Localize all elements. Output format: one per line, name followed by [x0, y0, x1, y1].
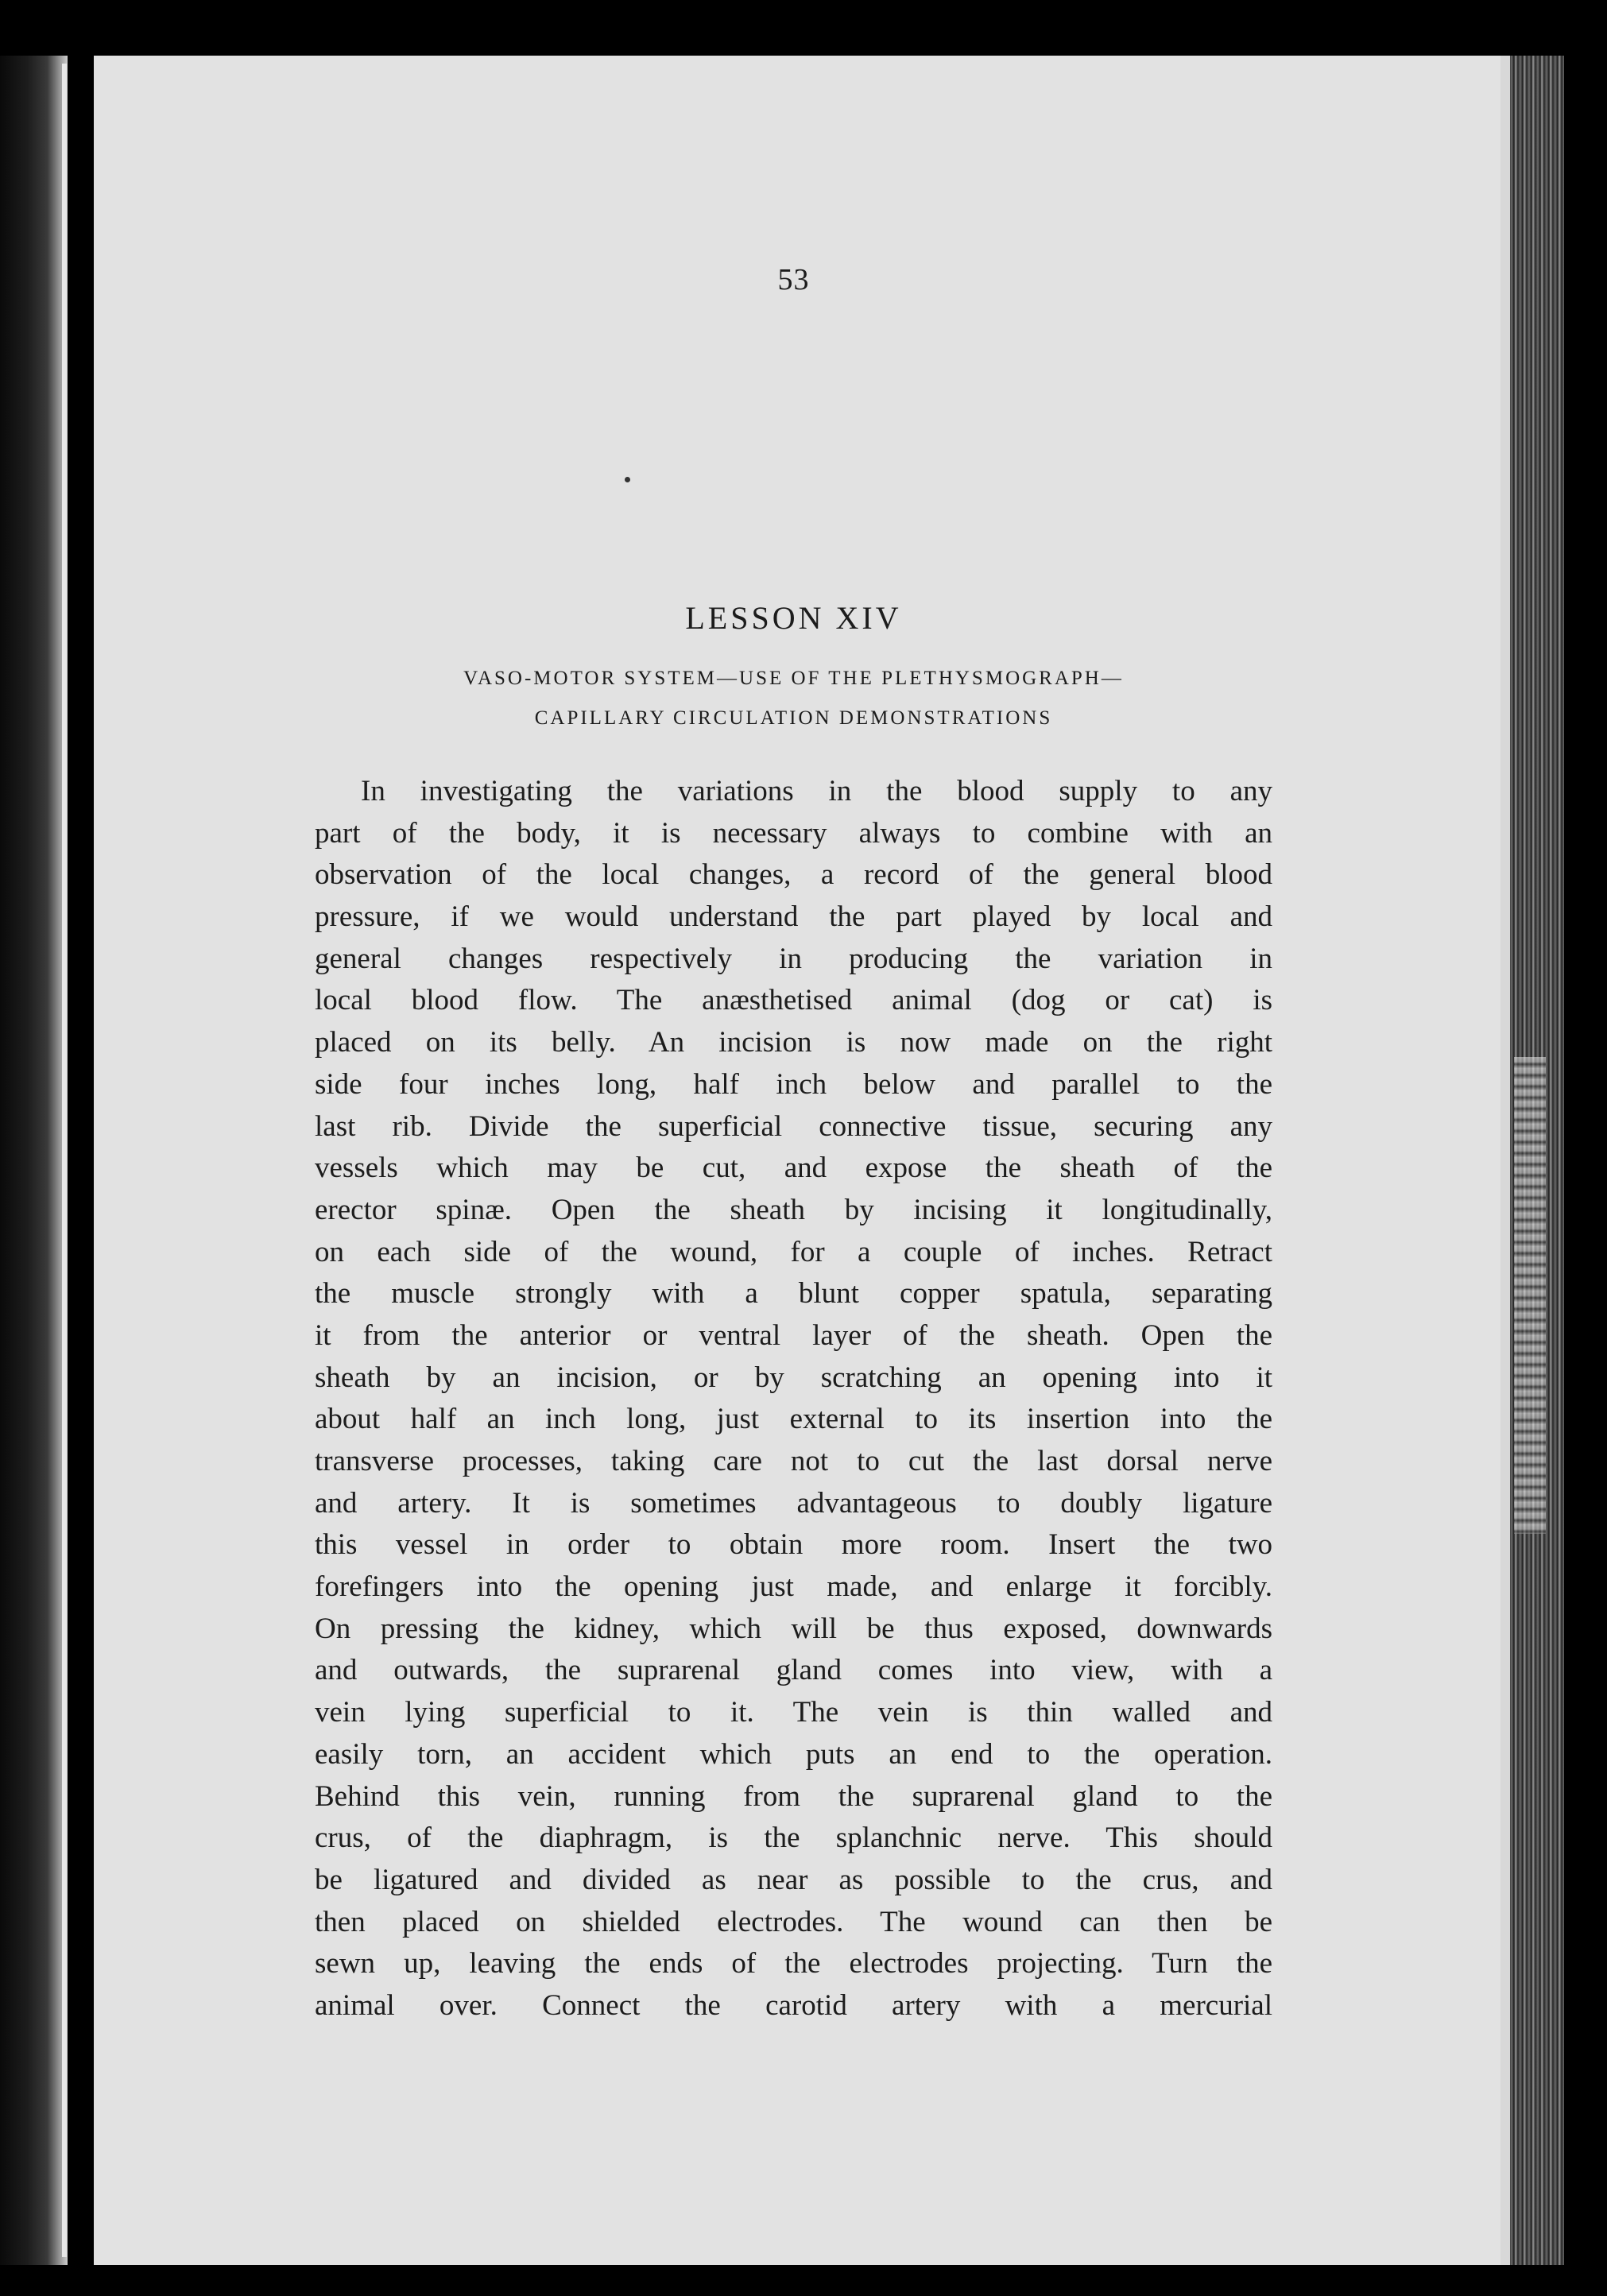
lesson-subtitle-line: CAPILLARY CIRCULATION DEMONSTRATIONS: [534, 707, 1053, 729]
text-line: on each side of the wound, for a couple of inches. Retract: [315, 1235, 1272, 1268]
text-line: crus, of the diaphragm, is the splanchnic nerve. This should: [315, 1822, 1272, 1855]
page-number: 53: [777, 263, 810, 296]
text-line: sewn up, leaving the ends of the electrodes projecting. Turn the: [315, 1947, 1272, 1980]
text-line: On pressing the kidney, which will be thus exposed, downwards: [315, 1612, 1272, 1645]
text-line: forefingers into the opening just made, and enlarge it forcibly.: [315, 1570, 1272, 1604]
text-line: local blood flow. The anæsthetised animal (dog or cat) is: [315, 984, 1272, 1017]
text-line: then placed on shielded electrodes. The wound can then be: [315, 1905, 1272, 1938]
text-line: animal over. Connect the carotid artery with a mercurial: [315, 1988, 1272, 2022]
text-line: easily torn, an accident which puts an end to the operation.: [315, 1737, 1272, 1771]
edge-stamp-mark: [1514, 1057, 1546, 1534]
text-line: it from the anterior or ventral layer of the sheath. Open the: [315, 1318, 1272, 1352]
body-paragraph: [315, 771, 1272, 2027]
lesson-title: LESSON XIV: [685, 600, 902, 636]
lesson-subtitle-line: VASO-MOTOR SYSTEM—USE OF THE PLETHYSMOGRAPH—: [463, 668, 1124, 689]
text-line: about half an inch long, just external to its insertion into the: [315, 1403, 1272, 1436]
text-line: and artery. It is sometimes advantageous to doubly ligature: [315, 1486, 1272, 1520]
left-page-edge-line: [62, 64, 67, 2257]
left-binding-edge: [0, 56, 68, 2265]
text-line: transverse processes, taking care not to cut the last dorsal nerve: [315, 1445, 1272, 1477]
text-line: In investigating the variations in the blood supply to any: [361, 775, 1272, 807]
right-page-edge-highlight: [1501, 56, 1510, 2265]
text-line: general changes respectively in producing the variation in: [315, 942, 1272, 975]
text-line: placed on its belly. An incision is now made on the right: [315, 1026, 1272, 1059]
text-line: part of the body, it is necessary always to combine with an: [315, 816, 1272, 850]
text-line: observation of the local changes, a record of the general blood: [315, 858, 1272, 892]
text-line: erector spinæ. Open the sheath by incising it longitudinally,: [315, 1193, 1272, 1226]
text-line: sheath by an incision, or by scratching an opening into it: [315, 1361, 1272, 1394]
text-line: Behind this vein, running from the suprarenal gland to the: [315, 1779, 1272, 1813]
text-line: side four inches long, half inch below and parallel to the: [315, 1067, 1272, 1101]
text-line: last rib. Divide the superficial connective tissue, securing any: [315, 1109, 1272, 1143]
text-line: this vessel in order to obtain more room. Insert the two: [315, 1528, 1272, 1562]
text-line: be ligatured and divided as near as possible to the crus, and: [315, 1863, 1272, 1896]
text-line: the muscle strongly with a blunt copper spatula, separating: [315, 1277, 1272, 1311]
text-line: pressure, if we would understand the part played by local and: [315, 900, 1272, 934]
stray-ink-dot: [625, 477, 630, 482]
text-line: vein lying superficial to it. The vein is thin walled and: [315, 1696, 1272, 1729]
text-line: and outwards, the suprarenal gland comes into view, with a: [315, 1654, 1272, 1687]
text-line: vessels which may be cut, and expose the sheath of the: [315, 1152, 1272, 1185]
